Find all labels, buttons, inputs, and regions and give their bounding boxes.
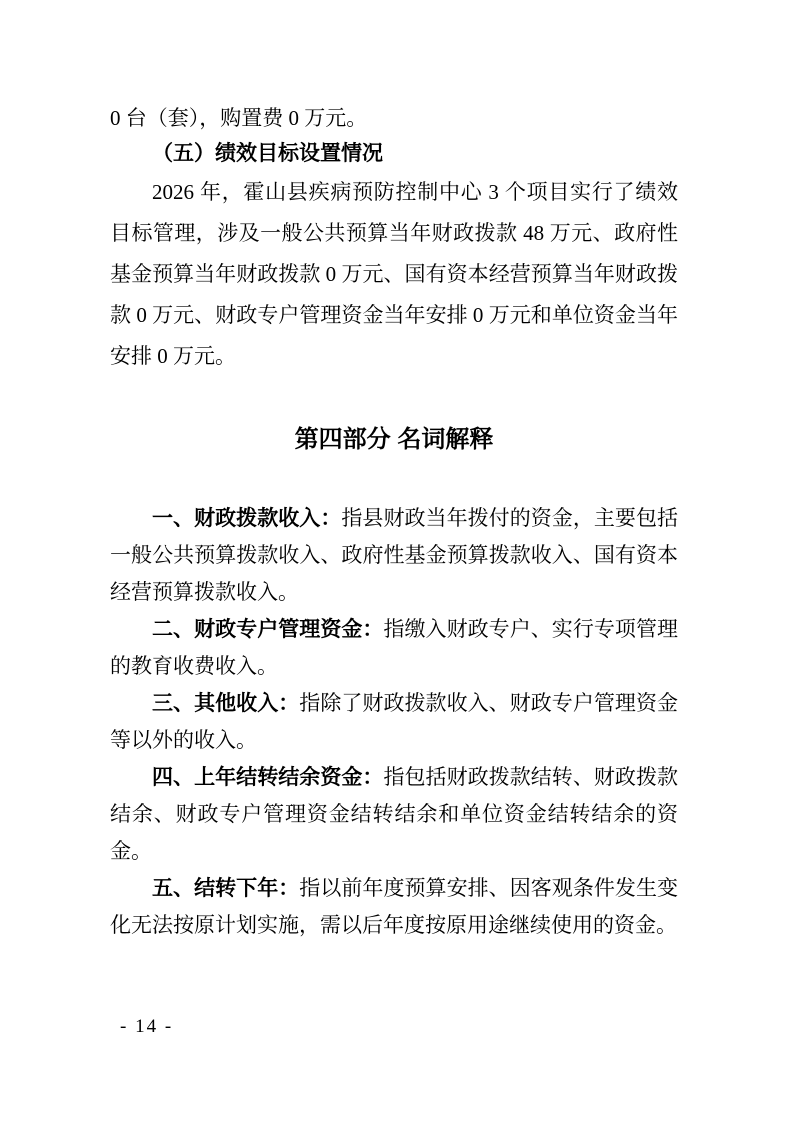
performance-paragraph: 2026 年，霍山县疾病预防控制中心 3 个项目实行了绩效目标管理，涉及一般公共预算当年财政拨款 48 万元、政府性基金预算当年财政拨款 0 万元、国有资本经营预算当年财政拨款 0 万元、财政专户管理资金当年安排 0 万元和单位资金当年安排 0 万元。 <box>110 180 678 368</box>
term-item <box>110 500 678 611</box>
term-name: 一、财政拨款收入： <box>152 507 342 530</box>
document-content <box>110 100 678 944</box>
term-definition: 指县财政当年拨付的资金，主要包括一般公共预算拨款收入、政府性基金预算拨款收入、国有资本经营预算拨款收入。 <box>110 506 678 604</box>
term-definition: 指以前年度预算安排、因客观条件发生变化无法按原计划实施，需以后年度按原用途继续使用的资金。 <box>110 876 679 937</box>
term-item <box>110 870 678 944</box>
term-name: 三、其他收入： <box>152 692 300 715</box>
term-definition: 指包括财政拨款结转、财政拨款结余、财政专户管理资金结转结余和单位资金结转结余的资金。 <box>110 765 679 863</box>
term-item <box>110 759 678 870</box>
term-name: 二、财政专户管理资金： <box>152 618 384 641</box>
term-definition: 指除了财政拨款收入、财政专户管理资金等以外的收入。 <box>110 691 679 752</box>
section-title: 第四部分 名词解释 <box>294 426 494 453</box>
term-name: 五、结转下年： <box>152 877 300 900</box>
term-item <box>110 611 678 685</box>
term-definition: 指缴入财政专户、实行专项管理的教育收费收入。 <box>110 617 679 678</box>
term-item <box>110 685 678 759</box>
term-name: 四、上年结转结余资金： <box>152 766 384 789</box>
page-number: - 14 - <box>120 1016 174 1037</box>
terms-list <box>110 500 678 944</box>
carryover-paragraph: 0 台（套），购置费 0 万元。 <box>110 106 368 130</box>
subsection-heading: （五）绩效目标设置情况 <box>152 142 383 165</box>
